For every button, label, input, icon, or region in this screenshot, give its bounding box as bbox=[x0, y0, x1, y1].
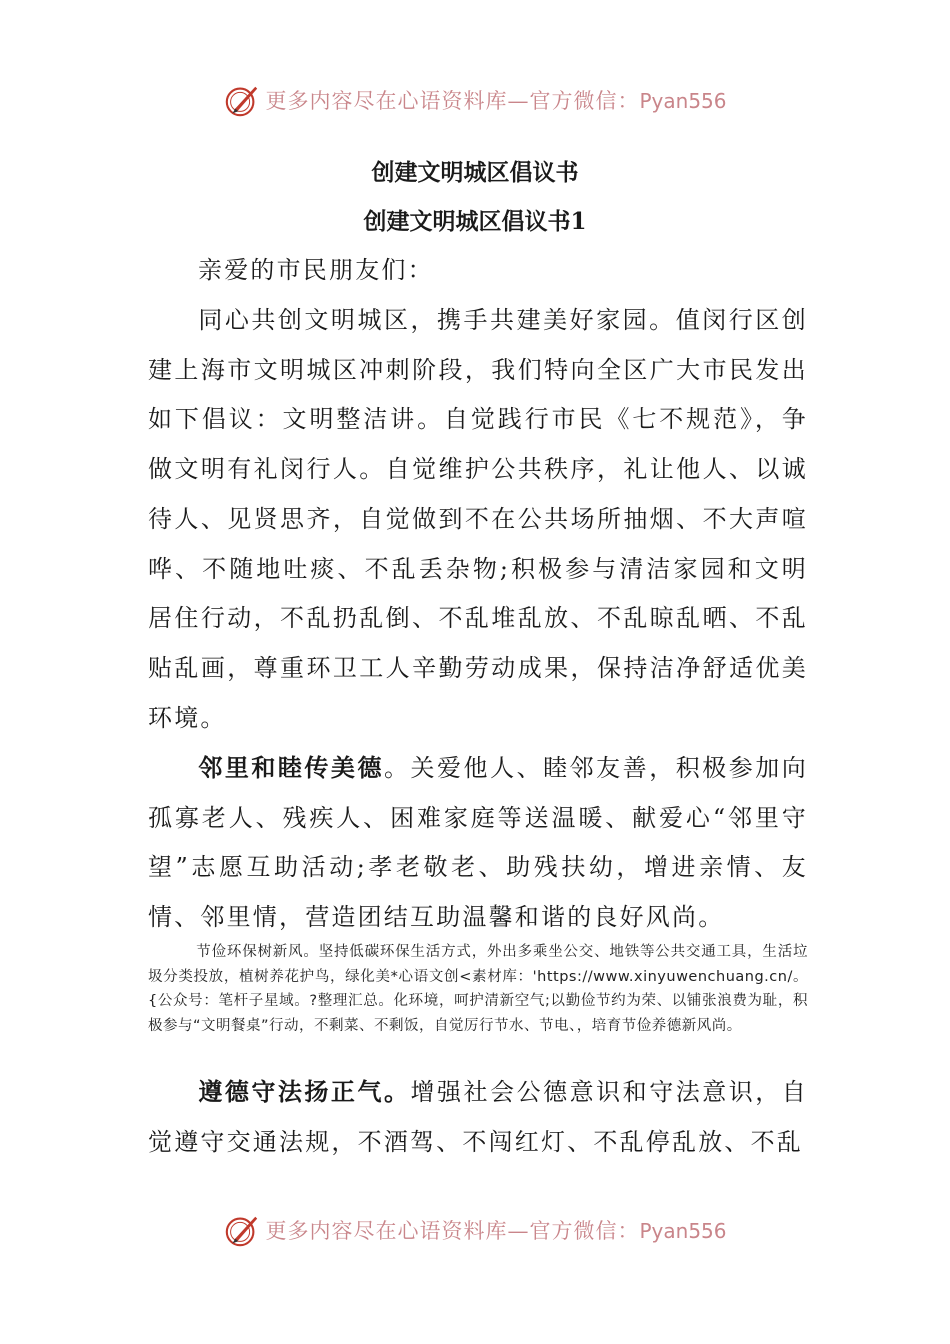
paragraph-law-abiding: 遵德守法扬正气。增强社会公德意识和守法意识，自觉遵守交通法规，不酒驾、不闯红灯、不乱停乱放、不乱 bbox=[148, 1077, 808, 1156]
paragraph-lead: 邻里和睦传美德 bbox=[198, 753, 384, 782]
footer-banner bbox=[0, 1206, 950, 1254]
header-banner bbox=[0, 76, 950, 124]
paragraph-lead: 遵德守法扬正气。 bbox=[198, 1077, 411, 1106]
greeting: 亲爱的市民朋友们： bbox=[198, 256, 434, 284]
banner-text: 更多内容尽在心语资料库—官方微信：Pyan556 bbox=[265, 89, 727, 113]
paragraph-civilized-cleanliness: 同心共创文明城区，携手共建美好家园。值闵行区创建上海市文明城区冲刺阶段，我们特向全区广大市民发出如下倡议：文明整洁讲。自觉践行市民《七不规范》，争做文明有礼闵行人。自觉维护公共秩序，礼让他人、以诚待人、见贤思齐，自觉做到不在公共场所抽烟、不大声喧哗、不随地吐痰、不乱丢杂物;积极参与清洁家园和文明居住行动，不乱扔乱倒、不乱堆乱放、不乱晾乱晒、不乱贴乱画，尊重环卫工人辛勤劳动成果，保持洁净舒适优美环境。 bbox=[148, 306, 808, 732]
banner-text: 更多内容尽在心语资料库—官方微信：Pyan556 bbox=[265, 1219, 727, 1243]
quill-pen-logo-icon bbox=[223, 81, 261, 119]
paragraph-neighborhood-harmony: 邻里和睦传美德。关爱他人、睦邻友善，积极参加向孤寡老人、残疾人、困难家庭等送温暖、献爱心“邻里守望”志愿互助活动;孝老敬老、助残扶幼，增进亲情、友情、邻里情，营造团结互助温馨和谐的良好风尚。 bbox=[148, 753, 809, 932]
paragraph-frugal-environment: 节俭环保树新风。坚持低碳环保生活方式，外出多乘坐公交、地铁等公共交通工具，生活垃圾分类投放，植树养花护鸟，绿化美*心语文创<素材库：'https://www.xinyuwenchuang.cn/。{公众号：笔杆子星域。?整理汇总。化环境，呵护清新空气;以勤俭节约为荣、以铺张浪费为耻，积极参与“文明餐桌”行动，不剩菜、不剩饭，自觉厉行节水、节电、，培育节俭养德新风尚。 bbox=[148, 944, 808, 1034]
document-title: 创建文明城区倡议书 bbox=[371, 159, 579, 186]
quill-pen-logo-icon bbox=[223, 1211, 261, 1249]
document-subtitle: 创建文明城区倡议书1 bbox=[363, 208, 587, 235]
